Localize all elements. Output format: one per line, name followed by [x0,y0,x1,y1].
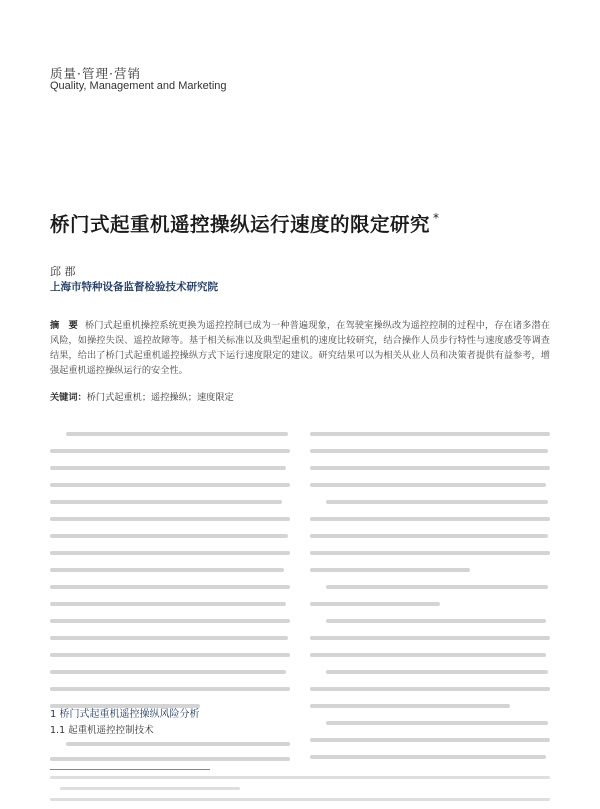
text-line-placeholder [310,432,550,436]
text-line-placeholder [50,636,288,640]
text-line-placeholder [50,534,288,538]
section-heading-1: 1 桥门式起重机遥控操纵风险分析 [50,709,200,720]
article-title [50,209,570,237]
text-line-placeholder [50,466,286,470]
text-line-placeholder [310,704,510,708]
text-line-placeholder [310,449,548,453]
text-line-placeholder [50,568,284,572]
journal-section-en: Quality, Management and Marketing [50,80,227,92]
text-line-placeholder [66,432,288,436]
title-footnote-mark: * [433,211,440,225]
text-line-placeholder [326,500,548,504]
text-line-placeholder [310,517,550,521]
text-line-placeholder [310,738,550,742]
text-line-placeholder [326,721,548,725]
text-line-placeholder [310,636,550,640]
text-line-placeholder [50,687,290,691]
keywords-label: 关键词： [50,392,87,403]
text-line-placeholder [310,755,546,759]
keywords [50,389,550,403]
text-line-placeholder [326,619,546,623]
text-line-placeholder [50,653,290,657]
footnote-line-placeholder [60,787,240,790]
text-line-placeholder [326,670,548,674]
text-line-placeholder [310,551,550,555]
text-line-placeholder [310,653,546,657]
text-line-placeholder [310,687,550,691]
text-line-placeholder [50,551,290,555]
article-title-text: 桥门式起重机遥控操纵运行速度的限定研究 [50,213,431,236]
abstract-text: 桥门式起重机操控系统更换为遥控控制已成为一种普遍现象，在驾驶室操纵改为遥控控制的过程中，存在诸多潜在风险，如操控失误、遥控故障等。基于相关标准以及典型起重机的速度比较研究，结合操作人员步行特性与速度感受等调查结果，给出了桥门式起重机遥控操纵方式下运行速度限定的建议。研究结果可以为相关从业人员和决策者提供有益参考，增强起重机遥控操纵运行的安全性。 [50,320,551,376]
footnote-line-placeholder [50,798,550,801]
body-column-right [310,432,550,772]
keywords-text: 桥门式起重机；遥控操纵；速度限定 [86,392,234,403]
subsection-heading-1-1: 1.1 起重机遥控控制技术 [50,725,154,736]
abstract-label: 摘 要 [50,320,81,331]
text-line-placeholder [50,500,282,504]
body-column-left [50,432,290,721]
text-line-placeholder [50,449,290,453]
text-line-placeholder [310,602,440,606]
abstract [50,318,550,378]
text-line-placeholder [310,568,470,572]
text-line-placeholder [50,585,290,589]
text-line-placeholder [310,466,550,470]
affiliation: 上海市特种设备监督检验技术研究院 [50,281,218,293]
text-line-placeholder [50,757,290,761]
text-line-placeholder [50,517,290,521]
footnote-rule [50,769,210,770]
text-line-placeholder [326,585,548,589]
text-line-placeholder [310,534,548,538]
footnote-line-placeholder [50,776,550,779]
text-line-placeholder [50,483,290,487]
journal-section-cn: 质量·管理·营销 [50,66,141,81]
text-line-placeholder [66,742,290,746]
text-line-placeholder [310,483,546,487]
author: 邱 郡 [50,265,76,278]
text-line-placeholder [50,602,286,606]
text-line-placeholder [50,670,286,674]
text-line-placeholder [50,619,290,623]
